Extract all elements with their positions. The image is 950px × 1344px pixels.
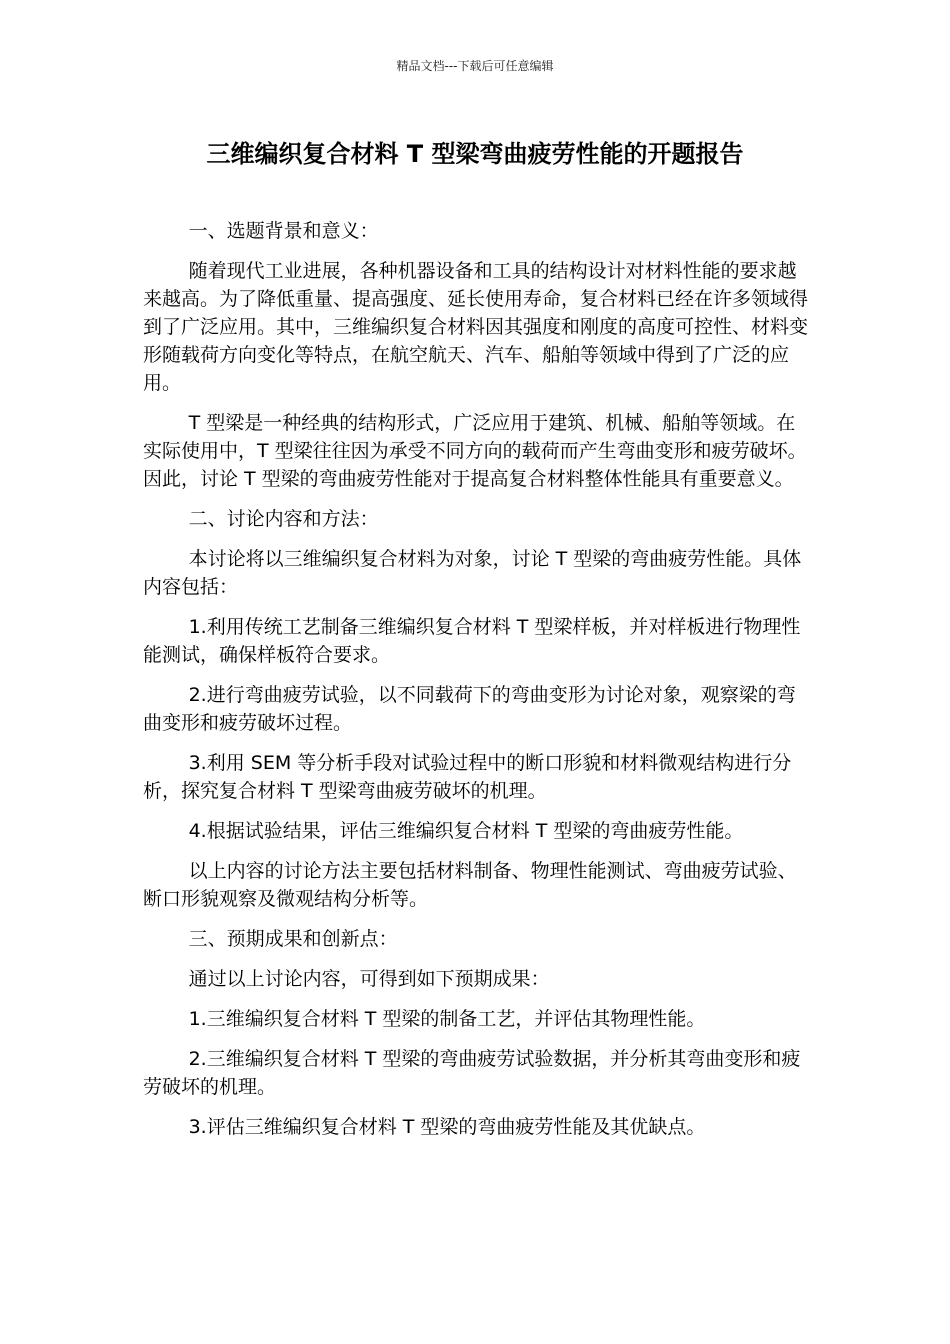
paragraph-t-beam-significance: T 型梁是一种经典的结构形式，广泛应用于建筑、机械、船舶等领域。在实际使用中，T 型梁往往因为承受不同方向的载荷而产生弯曲变形和疲劳破坏。因此，讨论 T 型梁的弯曲疲劳性能对于提高复合材料整体性能具有重要意义。 <box>143 412 807 490</box>
list-item-result-1: 1.三维编织复合材料 T 型梁的制备工艺，并评估其物理性能。 <box>188 1008 706 1030</box>
list-item-content-4: 4.根据试验结果，评估三维编织复合材料 T 型梁的弯曲疲劳性能。 <box>188 820 744 842</box>
paragraph-research-intro: 本讨论将以三维编织复合材料为对象，讨论 T 型梁的弯曲疲劳性能。具体内容包括： <box>143 548 802 598</box>
list-item-result-3: 3.评估三维编织复合材料 T 型梁的弯曲疲劳性能及其优缺点。 <box>188 1116 706 1138</box>
document-title: 三维编织复合材料 T 型梁弯曲疲劳性能的开题报告 <box>206 140 744 168</box>
paragraph-methods-summary: 以上内容的讨论方法主要包括材料制备、物理性能测试、弯曲疲劳试验、断口形貌观察及微观结构分析等。 <box>143 860 797 910</box>
paragraph-results-intro: 通过以上讨论内容，可得到如下预期成果： <box>188 968 550 990</box>
document-body <box>143 217 808 1153</box>
list-item-content-3: 3.利用 SEM 等分析手段对试验过程中的断口形貌和材料微观结构进行分析，探究复合材料 T 型梁弯曲疲劳破坏的机理。 <box>143 752 792 802</box>
paragraph-background: 随着现代工业进展，各种机器设备和工具的结构设计对材料性能的要求越来越高。为了降低重量、提高强度、延长使用寿命，复合材料已经在许多领域得到了广泛应用。其中，三维编织复合材料因其强度和刚度的高度可控性、材料变形随载荷方向变化等特点，在航空航天、汽车、船舶等领域中得到了广泛的应用。 <box>143 260 809 394</box>
list-item-result-2: 2.三维编织复合材料 T 型梁的弯曲疲劳试验数据，并分析其弯曲变形和疲劳破坏的机理。 <box>143 1048 801 1098</box>
section-heading-expected-results: 三、预期成果和创新点： <box>188 928 398 950</box>
section-heading-background: 一、选题背景和意义： <box>188 220 379 242</box>
section-heading-content-method: 二、讨论内容和方法： <box>188 508 379 530</box>
list-item-content-2: 2.进行弯曲疲劳试验，以不同载荷下的弯曲变形为讨论对象，观察梁的弯曲变形和疲劳破坏过程。 <box>143 684 796 734</box>
page-header-note: 精品文档---下载后可任意编辑 <box>396 59 554 73</box>
list-item-content-1: 1.利用传统工艺制备三维编织复合材料 T 型梁样板，并对样板进行物理性能测试，确保样板符合要求。 <box>143 616 801 666</box>
